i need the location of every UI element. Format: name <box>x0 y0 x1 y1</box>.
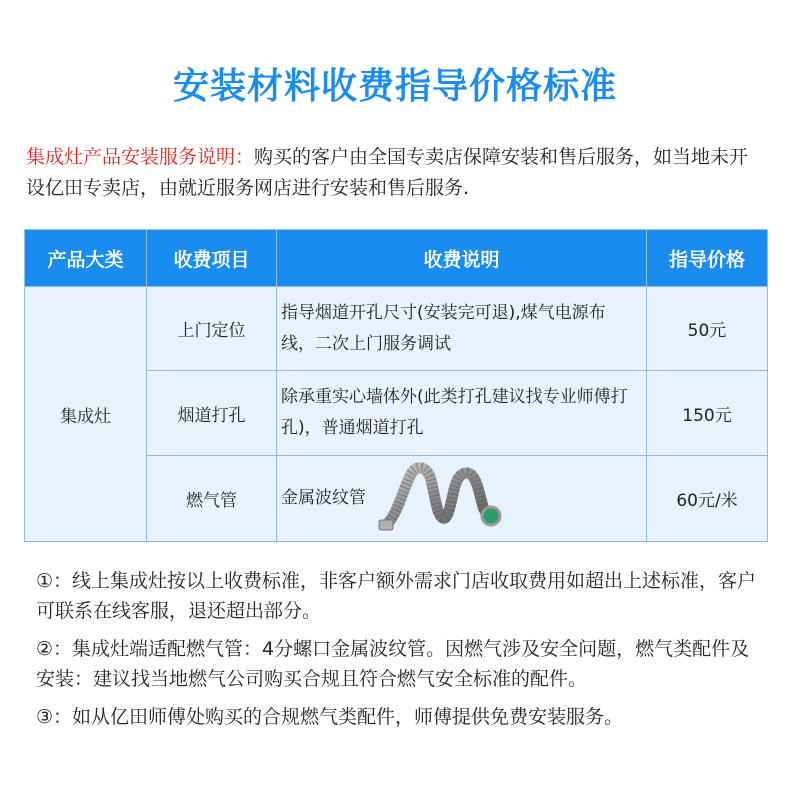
notes-section <box>36 566 760 740</box>
note-item: ②：集成灶端适配燃气管：4分螺口金属波纹管。因燃气涉及安全问题，燃气类配件及安装：建议找当地燃气公司购买合规且符合燃气安全标准的配件。 <box>36 638 750 690</box>
price-cell: 60元/米 <box>647 456 768 542</box>
price-cell: 50元 <box>647 287 768 371</box>
description-cell <box>277 456 647 542</box>
intro-paragraph <box>26 142 766 204</box>
header-item: 收费项目 <box>147 230 277 287</box>
price-table <box>24 229 768 542</box>
price-cell: 150元 <box>647 371 768 456</box>
note-item: ③：如从亿田师傅处购买的合规燃气类配件，师傅提供免费安装服务。 <box>36 706 624 728</box>
page-title: 安装材料收费指导价格标准 <box>172 66 617 107</box>
table-row <box>25 287 768 371</box>
item-cell: 烟道打孔 <box>147 371 277 456</box>
table-header-row <box>25 230 768 287</box>
intro-label: 集成灶产品安装服务说明： <box>26 146 255 168</box>
gas-hose-image <box>377 460 507 538</box>
header-description: 收费说明 <box>277 230 647 287</box>
item-cell: 上门定位 <box>147 287 277 371</box>
category-cell: 集成灶 <box>25 287 147 542</box>
header-price: 指导价格 <box>647 230 768 287</box>
header-category: 产品大类 <box>25 230 147 287</box>
item-cell: 燃气管 <box>147 456 277 542</box>
description-cell: 除承重实心墙体外(此类打孔建议找专业师傅打孔)，普通烟道打孔 <box>277 371 647 456</box>
note-item: ①：线上集成灶按以上收费标准，非客户额外需求门店收取费用如超出上述标准，客户可联系在线客服，退还超出部分。 <box>36 570 757 622</box>
intro-text: 购买的客户由全国专卖店保障安装和售后服务，如当地未开设亿田专卖店，由就近服务网店进行安装和售后服务. <box>26 146 749 199</box>
description-text: 金属波纹管 <box>281 488 366 508</box>
description-cell: 指导烟道开孔尺寸(安装完可退),煤气电源布线，二次上门服务调试 <box>277 287 647 371</box>
